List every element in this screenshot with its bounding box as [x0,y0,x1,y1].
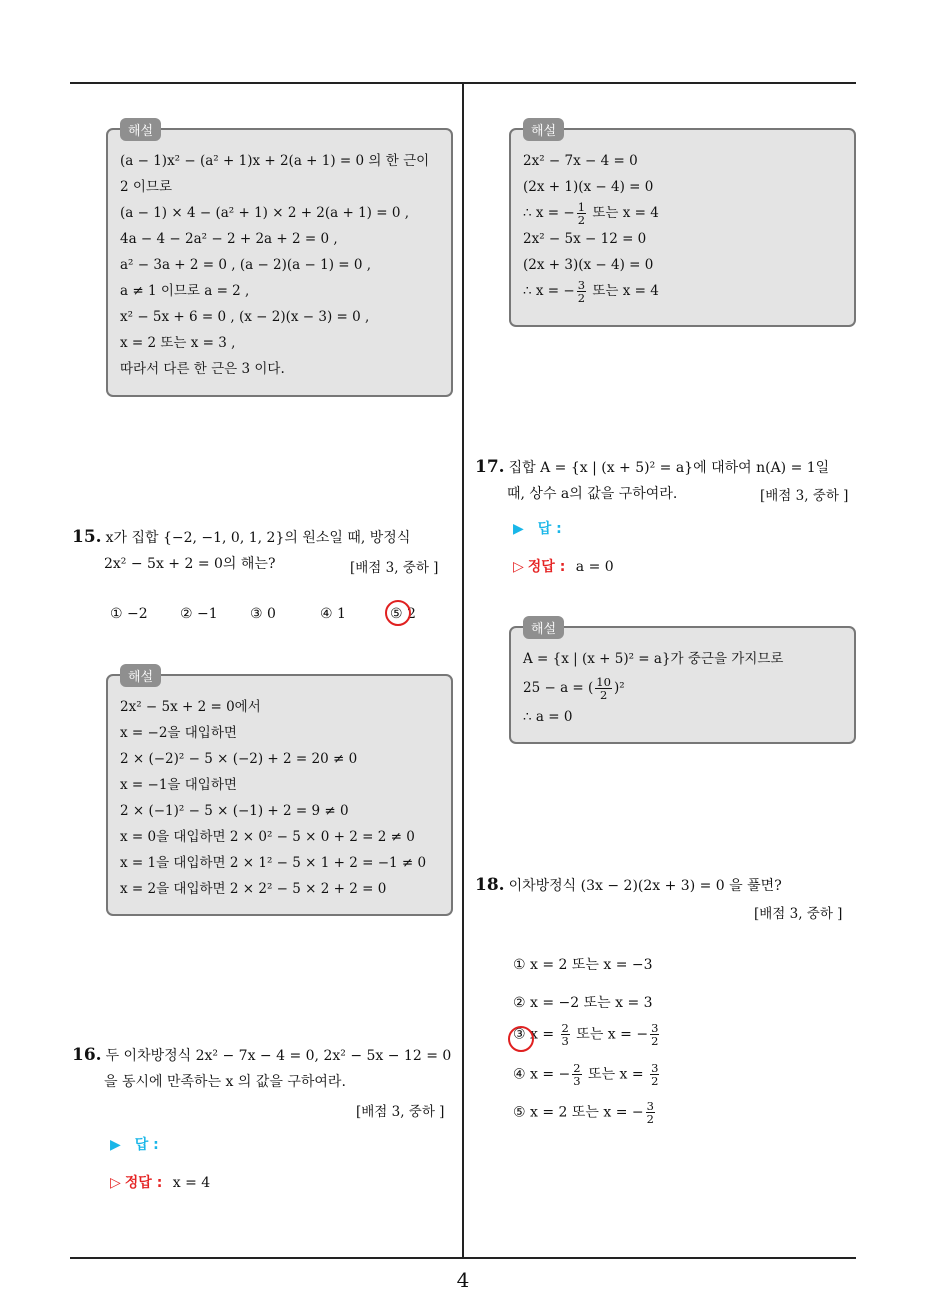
solution-line: x = −2을 대입하면 [120,725,237,741]
selected-answer-mark [508,1026,534,1052]
solution-line: 따라서 다른 한 근은 3 이다. [120,361,285,377]
correct-answer-row [513,556,614,576]
choice-2[interactable]: ② x = −2 또는 x = 3 [513,995,653,1011]
solution-box-16 [509,124,856,327]
solution-line: a² − 3a + 2 = 0 , (a − 2)(a − 1) = 0 , [120,257,372,273]
correct-answer-value: x = 4 [172,1175,211,1191]
solution-line: x = −1을 대입하면 [120,777,237,793]
play-icon: ▶ [110,1137,121,1153]
answer-label: 답 : [537,521,562,537]
choice-4[interactable]: ④ x = − $\frac{2}{3}$ 또는 x = $\frac{3}{2}$ [513,1061,659,1088]
solution-line: x = 1을 대입하면 2 × 1² − 5 × 1 + 2 = −1 ≠ 0 [120,855,427,871]
choice-1[interactable]: ① x = 2 또는 x = −3 [513,957,653,973]
score-label: [배점 3, 중하 ] [350,560,439,576]
score-label: [배점 3, 중하 ] [356,1104,445,1120]
outline-triangle-icon: ▷ [110,1175,121,1191]
question-text: 때, 상수 a의 값을 구하여라. [507,486,678,502]
answer-label: 답 : [134,1137,159,1153]
question-number: 18. [475,875,505,895]
bottom-rule [70,1257,856,1259]
correct-answer-label: 정답 : [124,1175,163,1191]
correct-answer-value: a = 0 [575,559,614,575]
solution-line: 4a − 4 − 2a² − 2 + 2a + 2 = 0 , [120,231,338,247]
solution-line: A = {x | (x + 5)² = a}가 중근을 가지므로 [523,651,784,667]
solution-line: x = 0을 대입하면 2 × 0² − 5 × 0 + 2 = 2 ≠ 0 [120,829,415,845]
question-text: 을 동시에 만족하는 x 의 값을 구하여라. [104,1074,346,1090]
solution-line: ∴ x = − $\frac{1}{2}$ 또는 x = 4 [523,200,659,227]
solution-line: x² − 5x + 6 = 0 , (x − 2)(x − 3) = 0 , [120,309,370,325]
solution-line: 2x² − 5x + 2 = 0에서 [120,699,261,715]
solution-line: a ≠ 1 이므로 a = 2 , [120,283,250,299]
question-number: 15. [72,527,102,547]
solution-line: 2x² − 5x − 12 = 0 [523,231,647,247]
solution-box-17 [509,622,856,744]
solution-line: (a − 1) × 4 − (a² + 1) × 2 + 2(a + 1) = 0 , [120,205,410,221]
solution-line: x = 2을 대입하면 2 × 2² − 5 × 2 + 2 = 0 [120,881,387,897]
solution-line: ∴ x = − $\frac{3}{2}$ 또는 x = 4 [523,278,659,305]
choice-3[interactable]: ③ x = $\frac{2}{3}$ 또는 x = − $\frac{3}{2}$ [513,1021,659,1048]
solution-line: (2x + 1)(x − 4) = 0 [523,179,654,195]
solution-box-14 [106,124,453,397]
score-label: [배점 3, 중하 ] [760,488,849,504]
correct-answer-row [110,1172,210,1192]
solution-line: (a − 1)x² − (a² + 1)x + 2(a + 1) = 0 의 한 근이 [120,153,430,169]
answer-input-row[interactable] [513,518,562,538]
choice-2[interactable]: ② −1 [180,606,218,622]
solution-tag: 해설 [523,616,564,639]
score-label: [배점 3, 중하 ] [754,906,843,922]
solution-box-15 [106,670,453,916]
solution-line: 2 × (−2)² − 5 × (−2) + 2 = 20 ≠ 0 [120,751,358,767]
solution-line: ∴ a = 0 [523,709,573,725]
solution-line: (2x + 3)(x − 4) = 0 [523,257,654,273]
question-text: 집합 A = {x | (x + 5)² = a}에 대하여 n(A) = 1일 [508,460,830,476]
column-divider [462,82,464,1258]
choice-4[interactable]: ④ 1 [320,606,346,622]
solution-line: 2 이므로 [120,179,173,195]
choice-5[interactable]: ⑤ x = 2 또는 x = − $\frac{3}{2}$ [513,1099,654,1126]
solution-line: 2x² − 7x − 4 = 0 [523,153,638,169]
question-text: 이차방정식 (3x − 2)(2x + 3) = 0 을 풀면? [508,878,782,894]
play-icon: ▶ [513,521,524,537]
question-18 [475,872,860,899]
question-16 [72,1042,457,1095]
page-number: 4 [456,1268,470,1292]
solution-tag: 해설 [120,664,161,687]
question-text: 2x² − 5x + 2 = 0의 해는? [104,556,276,572]
solution-line: 25 − a = ( $\frac{10}{2}$ )² [523,675,625,702]
correct-answer-label: 정답 : [527,559,566,575]
question-text: 두 이차방정식 2x² − 7x − 4 = 0, 2x² − 5x − 12 = 0 [105,1048,452,1064]
choice-5[interactable]: ⑤ 2 [390,606,416,622]
choice-3[interactable]: ③ 0 [250,606,276,622]
selected-answer-mark [385,600,411,626]
question-number: 17. [475,457,505,477]
solution-line: x = 2 또는 x = 3 , [120,335,236,351]
solution-line: 2 × (−1)² − 5 × (−1) + 2 = 9 ≠ 0 [120,803,349,819]
solution-tag: 해설 [523,118,564,141]
choice-1[interactable]: ① −2 [110,606,148,622]
question-number: 16. [72,1045,102,1065]
outline-triangle-icon: ▷ [513,559,524,575]
solution-tag: 해설 [120,118,161,141]
answer-input-row[interactable] [110,1134,159,1154]
question-text: x가 집합 {−2, −1, 0, 1, 2}의 원소일 때, 방정식 [105,530,411,546]
